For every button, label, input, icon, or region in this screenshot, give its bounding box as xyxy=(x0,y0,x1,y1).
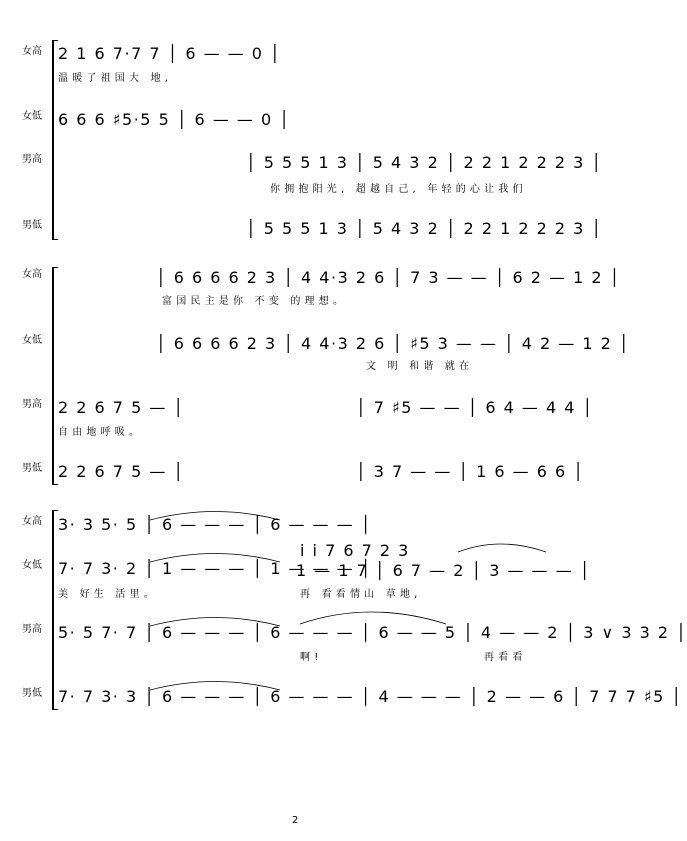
part-label-bass: 男低 xyxy=(22,463,42,474)
part-label-alto: 女低 xyxy=(22,111,42,122)
bass-notes: 7· 7 3· 3 │ 6 — — — │ 6 — — — │ 4 — — — │ 2 — — 6 │ 7 7 7 ♯5 │ xyxy=(58,687,683,706)
bass-notes: │ 3 7 — — │ 1 6 — 6 6 │ xyxy=(356,462,585,481)
tenor-notes: 2 2 6 7 5 — │ xyxy=(58,398,185,417)
soprano-notes: 2 1 6 7·7 7 │ 6 — — 0 │ xyxy=(58,44,282,63)
soprano-lyrics: 温暖了祖国大 地, xyxy=(58,73,173,84)
part-label-tenor: 男高 xyxy=(22,399,42,410)
alto-lyrics: 再 看看情山 草地, xyxy=(300,589,422,600)
page-number: 2 xyxy=(292,815,299,826)
part-label-bass: 男低 xyxy=(22,220,42,231)
tenor-lyrics: 你拥抱阳光, 超越自己, 年轻的心让我们 xyxy=(270,184,527,195)
bass-notes: │ 5 5 5 1 3 │ 5 4 3 2 │ 2 2 1 2 2 2 3 │ xyxy=(246,219,603,238)
part-label-bass: 男低 xyxy=(22,688,42,699)
tenor-lyrics: 自由地呼吸。 xyxy=(58,427,144,438)
soprano-notes: 3· 3 5· 5 │ 6 — — — │ 6 — — — │ xyxy=(58,515,372,534)
alto-divisi-upper: i i 7 6 7 2 3 xyxy=(300,541,410,560)
tenor-lyrics: 啊! xyxy=(300,652,323,663)
tenor-notes: │ 7 ♯5 — — │ 6 4 — 4 4 │ xyxy=(356,398,594,417)
part-label-alto: 女低 xyxy=(22,335,42,346)
alto-notes: 7· 7 3· 2 │ 1 — — — │ 1 — — — │ xyxy=(58,559,372,578)
tenor-lyrics: 再看看 xyxy=(484,652,527,663)
part-label-alto: 女低 xyxy=(22,560,42,571)
part-label-tenor: 男高 xyxy=(22,624,42,635)
part-label-soprano: 女高 xyxy=(22,269,42,280)
bass-notes: 2 2 6 7 5 — │ xyxy=(58,462,185,481)
alto-lyrics: 美 好生 活里。 xyxy=(58,589,158,600)
alto-notes: │ 6 6 6 6 2 3 │ 4 4·3 2 6 │ ♯5 3 — — │ 4 2 — 1 2 │ xyxy=(156,334,631,353)
alto-notes: 6 6 6 ♯5·5 5 │ 6 — — 0 │ xyxy=(58,110,291,129)
part-label-soprano: 女高 xyxy=(22,516,42,527)
alto-lyrics: 文 明 和谐 就在 xyxy=(366,361,474,372)
part-label-tenor: 男高 xyxy=(22,154,42,165)
soprano-lyrics: 富国民主是你 不变 的理想。 xyxy=(162,296,348,307)
tenor-notes: 5· 5 7· 7 │ 6 — — — │ 6 — — — │ 6 — — 5 │ 4 — — 2 │ 3 ∨ 3 3 2 │ xyxy=(58,623,687,642)
part-label-soprano: 女高 xyxy=(22,46,42,57)
alto-divisi-lower: 1 — 1 7 │ 6 7 — 2 │ 3 — — — │ xyxy=(296,561,591,580)
tenor-notes: │ 5 5 5 1 3 │ 5 4 3 2 │ 2 2 1 2 2 2 3 │ xyxy=(246,153,603,172)
soprano-notes: │ 6 6 6 6 2 3 │ 4 4·3 2 6 │ 7 3 — — │ 6 2 — 1 2 │ xyxy=(156,268,621,287)
